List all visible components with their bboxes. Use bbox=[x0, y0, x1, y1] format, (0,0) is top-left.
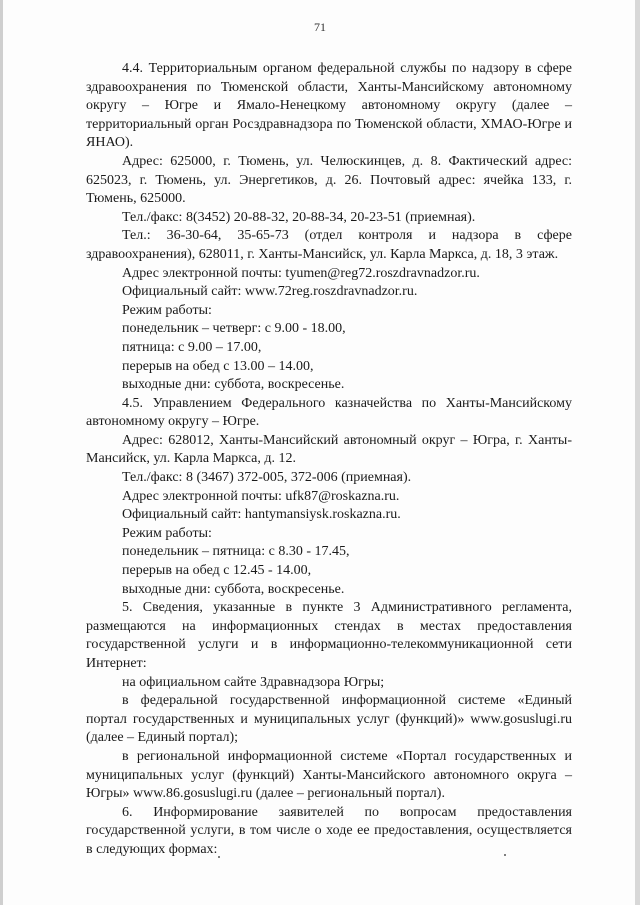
section-6-heading: 6. Информирование заявителей по вопросам предоставления государственной услуги, в том числе о ходе ее предоставления, осуществляется в следующих формах: bbox=[86, 804, 572, 857]
section-5-heading: 5. Сведения, указанные в пункте 3 Административного регламента, размещаются на информационных стендах в местах предоставления государственной услуги и в информационно-телекоммуникационной сети Интернет: bbox=[86, 600, 572, 671]
address-4-5: Адрес: 628012, Ханты-Мансийский автономный округ – Югра, г. Ханты-Мансийск, ул. Карла Маркса, д. 12. bbox=[86, 432, 572, 467]
page-number: 71 bbox=[314, 20, 326, 34]
email-4-4: Адрес электронной почты: tyumen@reg72.roszdravnadzor.ru. bbox=[122, 265, 480, 281]
website-4-5: Официальный сайт: hantymansiysk.roskazna.ru. bbox=[122, 507, 401, 523]
schedule-line-4-5-2: перерыв на обед с 12.45 - 14.00, bbox=[122, 563, 312, 579]
address-4-4: Адрес: 625000, г. Тюмень, ул. Челюскинцев, д. 8. Фактический адрес: 625023, г. Тюмень, ул. Энергетиков, д. 26. Почтовый адрес: ячейка 133, г. Тюмень, 625000. bbox=[86, 153, 572, 207]
schedule-line-4-4-2: пятница: с 9.00 – 17.00, bbox=[122, 339, 262, 355]
phone-fax-4-4: Тел./факс: 8(3452) 20-88-32, 20-88-34, 20-23-51 (приемная). bbox=[122, 209, 476, 225]
scan-speck bbox=[218, 856, 220, 858]
phone-4-4: Тел.: 36-30-64, 35-65-73 (отдел контроля и надзора в сфере здравоохранения), 628011, г. Ханты-Мансийск, ул. Карла Маркса, д. 18, 3 этаж. bbox=[86, 228, 572, 262]
section-4-5-heading: 4.5. Управлением Федерального казначейства по Ханты-Мансийскому автономному округу – Югре. bbox=[86, 395, 572, 430]
section-5-item-2: в федеральной государственной информационной системе «Единый портал государственных и муниципальных услуг (функций)» www.gosuslugi.ru (далее – Единый портал); bbox=[86, 693, 572, 746]
schedule-label-4-4: Режим работы: bbox=[122, 302, 212, 318]
schedule-line-4-4-1: понедельник – четверг: с 9.00 - 18.00, bbox=[122, 321, 346, 337]
section-4-4-heading: 4.4. Территориальным органом федеральной службы по надзору в сфере здравоохранения по Тюменской области, Ханты-Мансийскому автономному округу – Югре и Ямало-Ненецкому автономному округу (далее – территориальный орган Росздравнадзора по Тюменской области, ХМАО-Югре и ЯНАО). bbox=[86, 61, 572, 151]
section-5-item-1: на официальном сайте Здравнадзора Югры; bbox=[122, 674, 385, 690]
schedule-line-4-4-4: выходные дни: суббота, воскресенье. bbox=[122, 377, 345, 393]
schedule-line-4-4-3: перерыв на обед с 13.00 – 14.00, bbox=[122, 358, 314, 374]
scan-edge-right bbox=[635, 0, 640, 905]
schedule-line-4-5-3: выходные дни: суббота, воскресенье. bbox=[122, 581, 345, 597]
document-body bbox=[86, 60, 572, 860]
scan-edge-left bbox=[0, 0, 3, 905]
email-4-5: Адрес электронной почты: ufk87@roskazna.ru. bbox=[122, 488, 400, 504]
schedule-label-4-5: Режим работы: bbox=[122, 525, 212, 541]
phone-fax-4-5: Тел./факс: 8 (3467) 372-005, 372-006 (приемная). bbox=[122, 470, 412, 486]
schedule-line-4-5-1: понедельник – пятница: с 8.30 - 17.45, bbox=[122, 544, 350, 560]
website-4-4: Официальный сайт: www.72reg.roszdravnadzor.ru. bbox=[122, 284, 418, 300]
section-5-item-3: в региональной информационной системе «Портал государственных и муниципальных услуг (функций) Ханты-Мансийского автономного округа – Югры» www.86.gosuslugi.ru (далее – региональный портал). bbox=[86, 748, 572, 802]
scan-speck bbox=[504, 854, 506, 856]
